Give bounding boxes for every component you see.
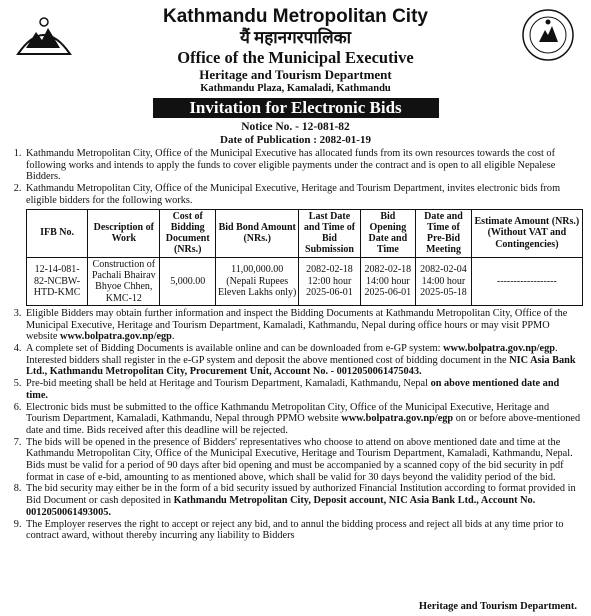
- cell-opening: 2082-02-18 14:00 hour 2025-06-01: [360, 257, 416, 305]
- col-bond: Bid Bond Amount (NRs.): [216, 209, 299, 257]
- cell-last-date: 2082-02-18 12:00 hour 2025-06-01: [299, 257, 360, 305]
- kmc-seal-icon: [521, 8, 575, 62]
- list-item: 5. Pre-bid meeting shall be held at Heritage and Tourism Department, Kamaladi, Kathmandu, Nepal on above mentioned date and time.: [24, 378, 583, 401]
- col-cost: Cost of Bidding Document (NRs.): [160, 209, 216, 257]
- city-name-nepali: यैं महानगरपालिका: [239, 28, 352, 47]
- cell-bond: 11,00,000.00 (Nepali Rupees Eleven Lakhs only): [216, 257, 299, 305]
- list-item: 8. The bid security may either be in the form of a bid security issued by authorized Financial Institution according to format provided in Bid Document or cash deposited in Kathmandu Metropolitan City, Deposit account, NIC Asia Bank Ltd., Account No. 0012050061493005.: [24, 483, 583, 518]
- office-name: Office of the Municipal Executive: [177, 48, 414, 67]
- list-item: 2. Kathmandu Metropolitan City, Office of the Municipal Executive, Heritage and Tourism Department, invites electronic bids from eligible bidders for the following works. IFB No. Description of Work Cost of Bidding Document (NRs.) Bid Bond Amount (NRs.) Last Date and Time of Bid Submission Bid Opening Date and Time Date and Time of Pre-Bid Meeting Estimate Amount (NRs.) (Without VAT and Contingencies) 12-14-081-82-NCBW-HTD-KMC Construction of Pachali Bhairav Bhyoe Chhen, KMC-12 5,000.00 11,00,000.00 (Nepali Rupees Eleven Lakhs only) 2082-02-18 12:00 hour 2025-06-01 2082-02-18 14:00 hour 2025-06-01 2082-02-04 14:00 hour 2025-05-18 ------------------: [24, 183, 583, 306]
- website-link: www.bolpatra.gov.np/egp: [60, 331, 172, 343]
- list-item: 9. The Employer reserves the right to accept or reject any bid, and to annul the bidding process and reject all bids at any time prior to contract award, without thereby incurring any liability to Bidders: [24, 519, 583, 542]
- col-opening: Bid Opening Date and Time: [360, 209, 416, 257]
- website-link: www.bolpatra.gov.np/egp: [341, 413, 454, 425]
- header: [8, 0, 583, 96]
- table-header-row: [27, 209, 583, 257]
- table-row: [27, 257, 583, 305]
- list-item: 6. Electronic bids must be submitted to the office Kathmandu Metropolitan City, Office of the Municipal Executive, Heritage and Tourism Department, Kamaladi, Kathmandu, Nepal through PPMO website www.bolpatra.gov.np/egp on or before above-mentioned date and time. Bids received after this deadline will be rejected.: [24, 402, 583, 437]
- list-item: 3. Eligible Bidders may obtain further information and inspect the Bidding Documents at Kathmandu Metropolitan City, Office of the Municipal Executive, Heritage and Tourism Department, Kamaladi, Kathmandu, Nepal during office hours or may visit PPMO website www.bolpatra.gov.np/egp.: [24, 308, 583, 343]
- notice-number: Notice No. - 12-081-82: [241, 121, 350, 133]
- notice-list: [8, 148, 583, 542]
- deposit-account: Kathmandu Metropolitan City, Deposit account, NIC Asia Bank Ltd., Account No. 0012050061493005.: [26, 495, 536, 518]
- col-prebid: Date and Time of Pre-Bid Meeting: [416, 209, 472, 257]
- col-description: Description of Work: [88, 209, 160, 257]
- list-item: 7. The bids will be opened in the presence of Bidders' representatives who choose to attend on above mentioned date and time at the Kathmandu Metropolitan City, Office of the Municipal Executive, Heritage and Tourism Department, Kamaladi, Kathmandu, Nepal. Bids must be valid for a period of 90 days after bid opening and must be accompanied by a scanned copy of the bid security in pdf format in case of e-bid, amounting to as mentioned above, which shall be valid for 30 days beyond the validity period of the bid.: [24, 437, 583, 484]
- bank-account: NIC Asia Bank Ltd., Kathmandu Metropolitan City, Procurement Unit, Account No. - 0012050061475043.: [26, 354, 576, 378]
- cell-description: Construction of Pachali Bhairav Bhyoe Chhen, KMC-12: [88, 257, 160, 305]
- bid-table: [26, 209, 583, 306]
- city-name: Kathmandu Metropolitan City: [163, 6, 428, 27]
- office-address: Kathmandu Plaza, Kamaladi, Kathmandu: [200, 83, 391, 94]
- cell-cost: 5,000.00: [160, 257, 216, 305]
- nepal-emblem-icon: [14, 10, 74, 60]
- footer-signature: Heritage and Tourism Department.: [418, 601, 577, 612]
- cell-estimate: ------------------: [471, 257, 582, 305]
- col-last-date: Last Date and Time of Bid Submission: [299, 209, 360, 257]
- website-link: www.bolpatra.gov.np/egp: [443, 343, 555, 354]
- col-ifb-no: IFB No.: [27, 209, 88, 257]
- publication-date: Date of Publication : 2082-01-19: [220, 134, 371, 146]
- banner-title: Invitation for Electronic Bids: [153, 98, 439, 118]
- list-item: 1. Kathmandu Metropolitan City, Office of the Municipal Executive has allocated funds from its own resources towards the cost of following works and intends to apply the funds to cover eligible payments under the contract and is open to all eligible Nepalese Bidders.: [24, 148, 583, 183]
- department-name: Heritage and Tourism Department: [199, 67, 392, 82]
- list-item: 4. A complete set of Bidding Documents is available online and can be downloaded from e-GP system: www.bolpatra.gov.np/egp. Interested bidders shall register in the e-GP system and deposit the above mentioned cost of bidding document in the NIC Asia Bank Ltd., Kathmandu Metropolitan City, Procurement Unit, Account No. - 0012050061475043.: [24, 343, 583, 378]
- cell-ifb: 12-14-081-82-NCBW-HTD-KMC: [27, 257, 88, 305]
- cell-prebid: 2082-02-04 14:00 hour 2025-05-18: [416, 257, 472, 305]
- col-estimate: Estimate Amount (NRs.) (Without VAT and Contingencies): [471, 209, 582, 257]
